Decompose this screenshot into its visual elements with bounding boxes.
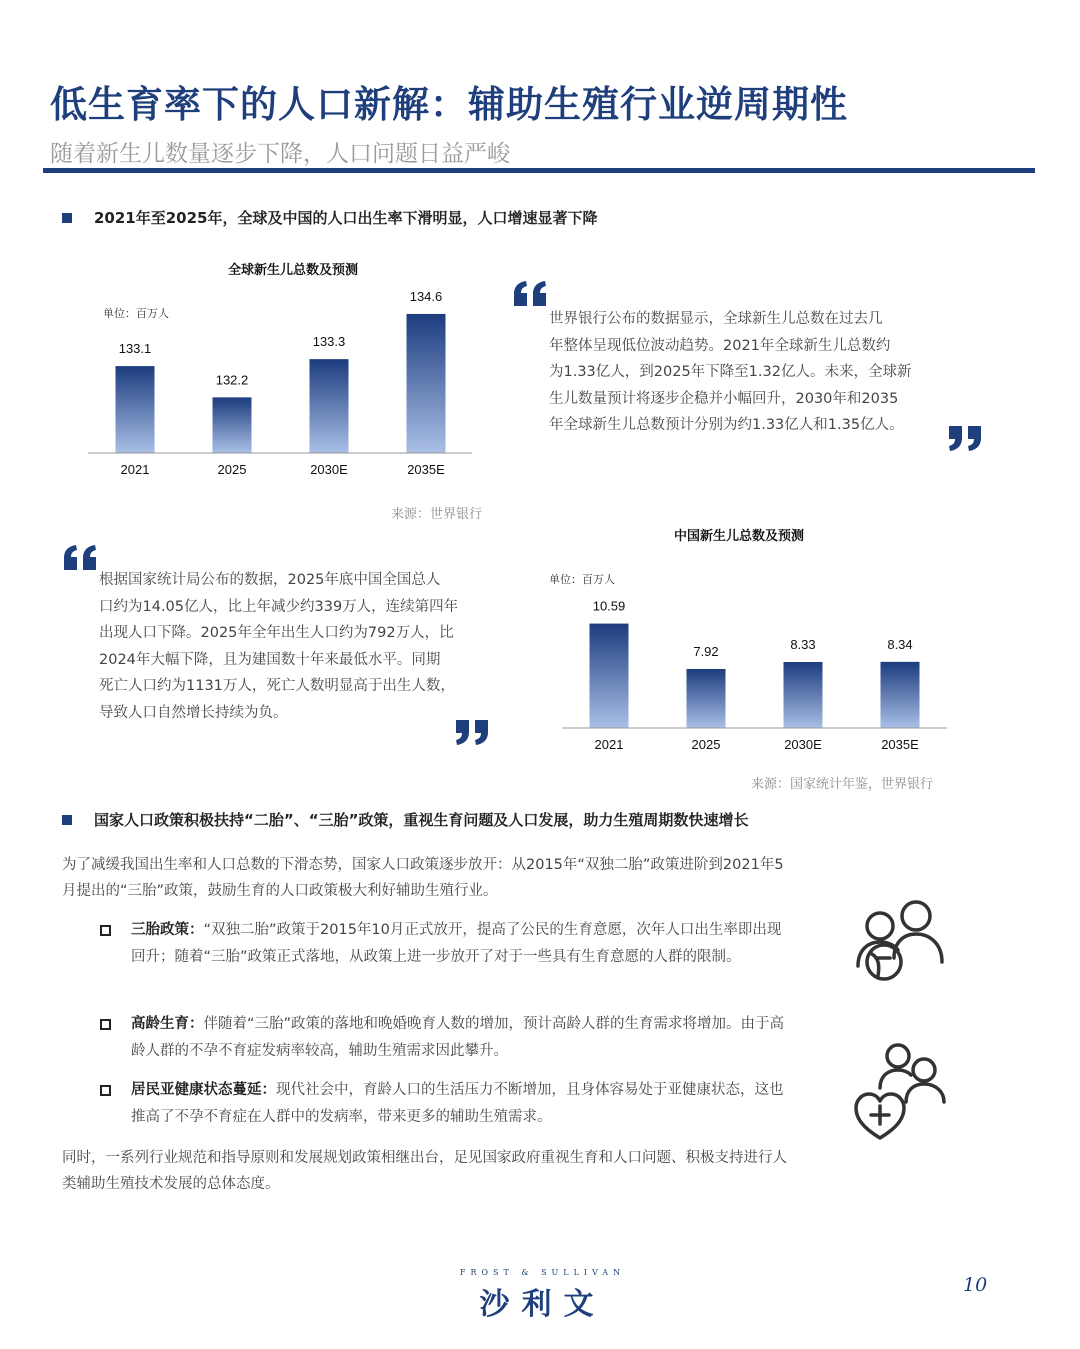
bar-value-label: 132.2 <box>215 372 249 388</box>
bullet-lead: 三胎政策： <box>131 922 204 938</box>
x-tick-label: 2030E <box>784 737 822 752</box>
bar-value-label: 133.3 <box>312 334 346 350</box>
global-chart-unit: 单位：百万人 <box>103 307 169 320</box>
x-tick-label: 2030E <box>310 462 348 477</box>
bar-value-label: 8.33 <box>790 637 816 653</box>
logo-chinese: 沙利文 <box>479 1287 606 1322</box>
quote-line: 2024年大幅下降，且为建国数十年来最低水平。同期 <box>99 651 441 668</box>
section-heading-2 <box>62 809 748 830</box>
x-tick-label: 2025 <box>691 737 721 752</box>
quote-line: 年整体呈现低位波动趋势。2021年全球新生儿总数约 <box>549 337 891 354</box>
x-tick-label: 2021 <box>594 737 624 752</box>
close-quote-icon <box>945 424 983 452</box>
bar-2030E <box>310 359 349 453</box>
policy-closing: 同时，一系列行业规范和指导原则和发展规划政策相继出台，足见国家政府重视生育和人口问题、积极支持进行人类辅助生殖技术发展的总体态度。 <box>62 1150 787 1192</box>
quote-line: 世界银行公布的数据显示，全球新生儿总数在过去几 <box>549 311 883 327</box>
global-chart-title: 全球新生儿总数及预测 <box>228 263 359 278</box>
x-tick-label: 2021 <box>120 462 150 477</box>
x-tick-label: 2035E <box>407 462 445 477</box>
policy-bullet-advanced-age <box>100 1011 790 1064</box>
bar-value-label: 7.92 <box>693 643 719 659</box>
section-heading-text: 国家人口政策积极扶持“二胎”、“三胎”政策，重视生育问题及人口发展，助力生殖周期数快速增长 <box>94 811 749 829</box>
page-title: 低生育率下的人口新解：辅助生殖行业逆周期性 <box>50 83 848 126</box>
square-bullet-icon <box>62 213 72 223</box>
bar-2025 <box>213 397 252 453</box>
bullet-text: 现代社会中，育龄人口的生活压力不断增加，且身体容易处于亚健康状态，这也推高了不孕不育症在人群中的发病率，带来更多的辅助生殖需求。 <box>131 1082 784 1125</box>
quote-line: 死亡人口约为1131万人，死亡人数明显高于出生人数， <box>99 678 455 694</box>
policy-intro: 为了减缓我国出生率和人口总数的下滑态势，国家人口政策逐步放开：从2015年“双独二胎”政策进阶到2021年5月提出的“三胎”政策，鼓励生育的人口政策极大利好辅助生殖行业。 <box>62 857 784 899</box>
open-quote-icon <box>512 280 550 308</box>
bar-value-label: 10.59 <box>592 598 626 614</box>
bar-2035E <box>881 662 920 728</box>
quote-line: 导致人口自然增长持续为负。 <box>99 704 288 721</box>
quote-line: 出现人口下降。2025年全年出生人口约为792万人，比 <box>99 625 454 641</box>
quote-line: 口约为14.05亿人，比上年减少约339万人，连续第四年 <box>99 598 459 615</box>
bar-2035E <box>407 314 446 453</box>
page-subtitle: 随着新生儿数量逐步下降，人口问题日益严峻 <box>50 141 510 167</box>
header-rule <box>43 168 1035 173</box>
bullet-text: “双独二胎”政策于2015年10月正式放开，提高了公民的生育意愿，次年人口出生率即出现回升；随着“三胎”政策正式落地，从政策上进一步放开了对于一些具有生育意愿的人群的限制。 <box>131 922 782 965</box>
group-heart-icon <box>850 1040 950 1140</box>
logo-english: FROST & SULLIVAN <box>459 1268 626 1277</box>
square-bullet-icon <box>62 815 72 825</box>
checkbox-bullet-icon <box>100 925 111 936</box>
quote-line: 根据国家统计局公布的数据，2025年底中国全国总人 <box>99 572 441 588</box>
bullet-text: 伴随着“三胎”政策的落地和晚婚晚育人数的增加，预计高龄人群的生育需求将增加。由于高龄人群的不孕不育症发病率较高，辅助生殖需求因此攀升。 <box>131 1016 785 1059</box>
family-icon <box>850 896 950 992</box>
close-quote-icon <box>452 718 490 746</box>
china-chart-title: 中国新生儿总数及预测 <box>674 529 805 544</box>
china-quote <box>99 567 499 726</box>
bar-2030E <box>784 662 823 728</box>
quote-line: 年全球新生儿总数预计分别为约1.33亿人和1.35亿人。 <box>549 417 904 433</box>
frost-sullivan-logo <box>455 1268 630 1323</box>
policy-bullet-three-child <box>100 917 790 970</box>
bar-2021 <box>116 366 155 453</box>
policy-bullet-subhealth <box>100 1077 790 1130</box>
bar-2021 <box>590 624 629 728</box>
bar-value-label: 134.6 <box>409 288 443 304</box>
bar-value-label: 8.34 <box>887 636 913 652</box>
bar-value-label: 133.1 <box>118 341 152 357</box>
quote-line: 生儿数量预计将逐步企稳并小幅回升，2030年和2035 <box>549 390 899 407</box>
bullet-lead: 居民亚健康状态蔓延： <box>131 1082 276 1098</box>
checkbox-bullet-icon <box>100 1085 111 1096</box>
china-chart-source: 来源：国家统计年鉴，世界银行 <box>751 777 934 792</box>
china-chart-unit: 单位：百万人 <box>549 573 615 586</box>
open-quote-icon <box>62 544 100 572</box>
bar-2025 <box>687 669 726 728</box>
x-tick-label: 2035E <box>881 737 919 752</box>
quote-line: 为1.33亿人，到2025年下降至1.32亿人。未来，全球新 <box>549 364 912 380</box>
section-heading-text: 2021年至2025年，全球及中国的人口出生率下滑明显，人口增速显著下降 <box>94 209 598 227</box>
bullet-lead: 高龄生育： <box>131 1016 204 1032</box>
section-heading-1 <box>62 207 598 228</box>
global-quote <box>549 306 949 439</box>
page-number: 10 <box>963 1274 988 1296</box>
global-births-chart <box>86 278 476 488</box>
china-births-chart <box>560 586 950 762</box>
x-tick-label: 2025 <box>217 462 247 477</box>
checkbox-bullet-icon <box>100 1019 111 1030</box>
global-chart-source: 来源：世界银行 <box>391 507 483 522</box>
